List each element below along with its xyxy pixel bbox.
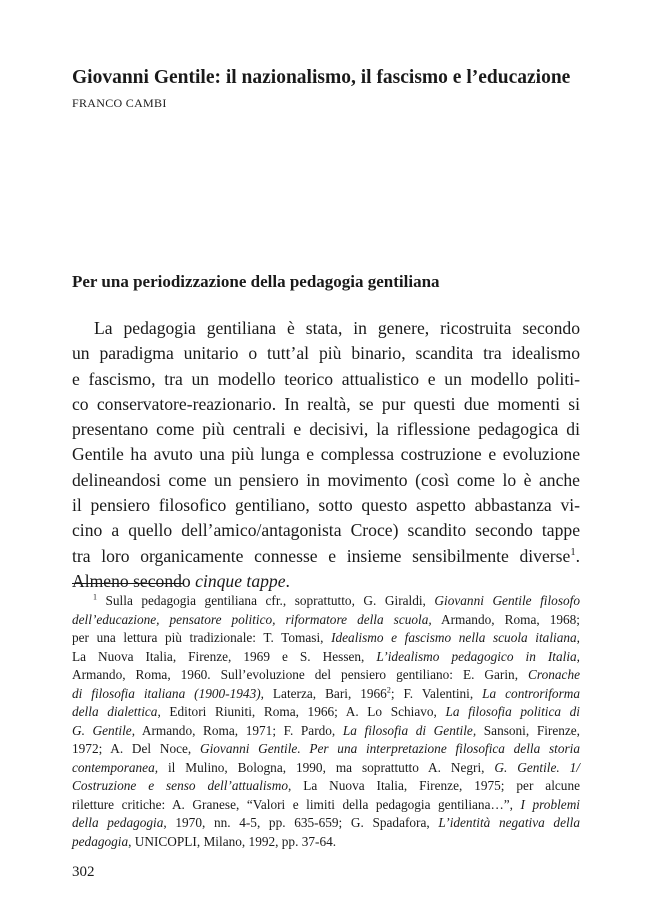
article-title: Giovanni Gentile: il nazionalismo, il fascismo e l’educazione (72, 67, 571, 88)
footnote-line: Armando, Roma, 1960. Sull’evoluzione del pensiero gentiliano: E. Garin, Cronache (72, 667, 580, 682)
footnote-separator (72, 583, 184, 584)
footnote-line: $^1$ Sulla pedagogia gentiliana cfr., soprattutto, G. Giraldi, Giovanni Gentile filosofo (93, 592, 581, 608)
footnote-line: riletture critiche: A. Granese, “Valori e limiti della pedagogia gentiliana…”, I problemi (72, 796, 580, 812)
body-line: Gentile ha avuto una più lunga e complessa costruzione e evoluzione (72, 444, 580, 465)
footnote-line: di filosofia italiana (1900-1943), Laterza, Bari, 1966$^2$; F. Valentini, La controriforma (72, 685, 580, 701)
footnote-line: dell’educazione, pensatore politico, riformatore della scuola, Armando, Roma, 1968; (72, 611, 580, 627)
closing-text: Almeno secondo (72, 570, 196, 591)
footnote (72, 592, 580, 851)
body-line: delineandosi come un pensiero in movimento (così come lo è anche (72, 469, 580, 490)
footnote-line: per una lettura più tradizionale: T. Tomasi, Idealismo e fascismo nella scuola italiana, (72, 630, 580, 645)
book-page (72, 0, 580, 917)
page-number: 302 (72, 864, 95, 880)
footnote-line: Costruzione e senso dell’attualismo, La Nuova Italia, Firenze, 1975; per alcune (72, 778, 580, 793)
section-heading: Per una periodizzazione della pedagogia gentiliana (72, 272, 440, 291)
body-line-with-footnote: tra loro organicamente connesse e insieme sensibilmente diverse$^1$. (72, 545, 580, 566)
author-name: FRANCO CAMBI (72, 96, 167, 110)
footnote-line: contemporanea, il Mulino, Bologna, 1990, ma soprattutto A. Negri, G. Gentile. 1/ (72, 759, 580, 775)
body-line: cino a quello dell’amico/antagonista Croce) scandito secondo tappe (72, 520, 580, 541)
footnote-line: G. Gentile, Armando, Roma, 1971; F. Pardo, La filosofia di Gentile, Sansoni, Firenze, (72, 722, 581, 738)
footnote-line: 1972; A. Del Noce, Giovanni Gentile. Per una interpretazione filosofica della storia (72, 741, 581, 756)
body-line: il pensiero filosofico gentiliano, sotto questo aspetto abbastanza vi- (72, 495, 580, 516)
footnote-line: della pedagogia, 1970, nn. 4-5, pp. 635-659; G. Spadafora, L’identità negativa della (72, 815, 581, 830)
body-line: e fascismo, tra un modello teorico attualistico e un modello politi- (72, 368, 580, 389)
closing-period: . (285, 570, 290, 591)
body-line-closing (72, 569, 580, 594)
body-line: un paradigma unitario o tutt’al più binario, scandita tra idealismo (72, 343, 580, 364)
body-line-text: tra loro organicamente connesse e insieme sensibilmente diverse (72, 545, 571, 566)
footnote-number: 1 (93, 592, 97, 602)
body-line: presentano come più centrali e decisivi, la riflessione pedagogica di (72, 419, 580, 440)
closing-emphasis: cinque tappe (195, 570, 286, 591)
footnote-line: pedagogia, UNICOPLI, Milano, 1992, pp. 37-64. (72, 833, 337, 849)
body-line: La pedagogia gentiliana è stata, in genere, ricostruita secondo (94, 318, 580, 338)
body-paragraph (72, 316, 580, 594)
footnote-reference[interactable]: 1 (570, 546, 576, 558)
footnote-line: La Nuova Italia, Firenze, 1969 e S. Hessen, L’idealismo pedagogico in Italia, (72, 648, 580, 664)
footnote-line: della dialettica, Editori Riuniti, Roma, 1966; A. Lo Schiavo, La filosofia politica di (72, 704, 580, 719)
body-line: co conservatore-reazionario. In realtà, se pur questi due momenti si (72, 393, 580, 414)
